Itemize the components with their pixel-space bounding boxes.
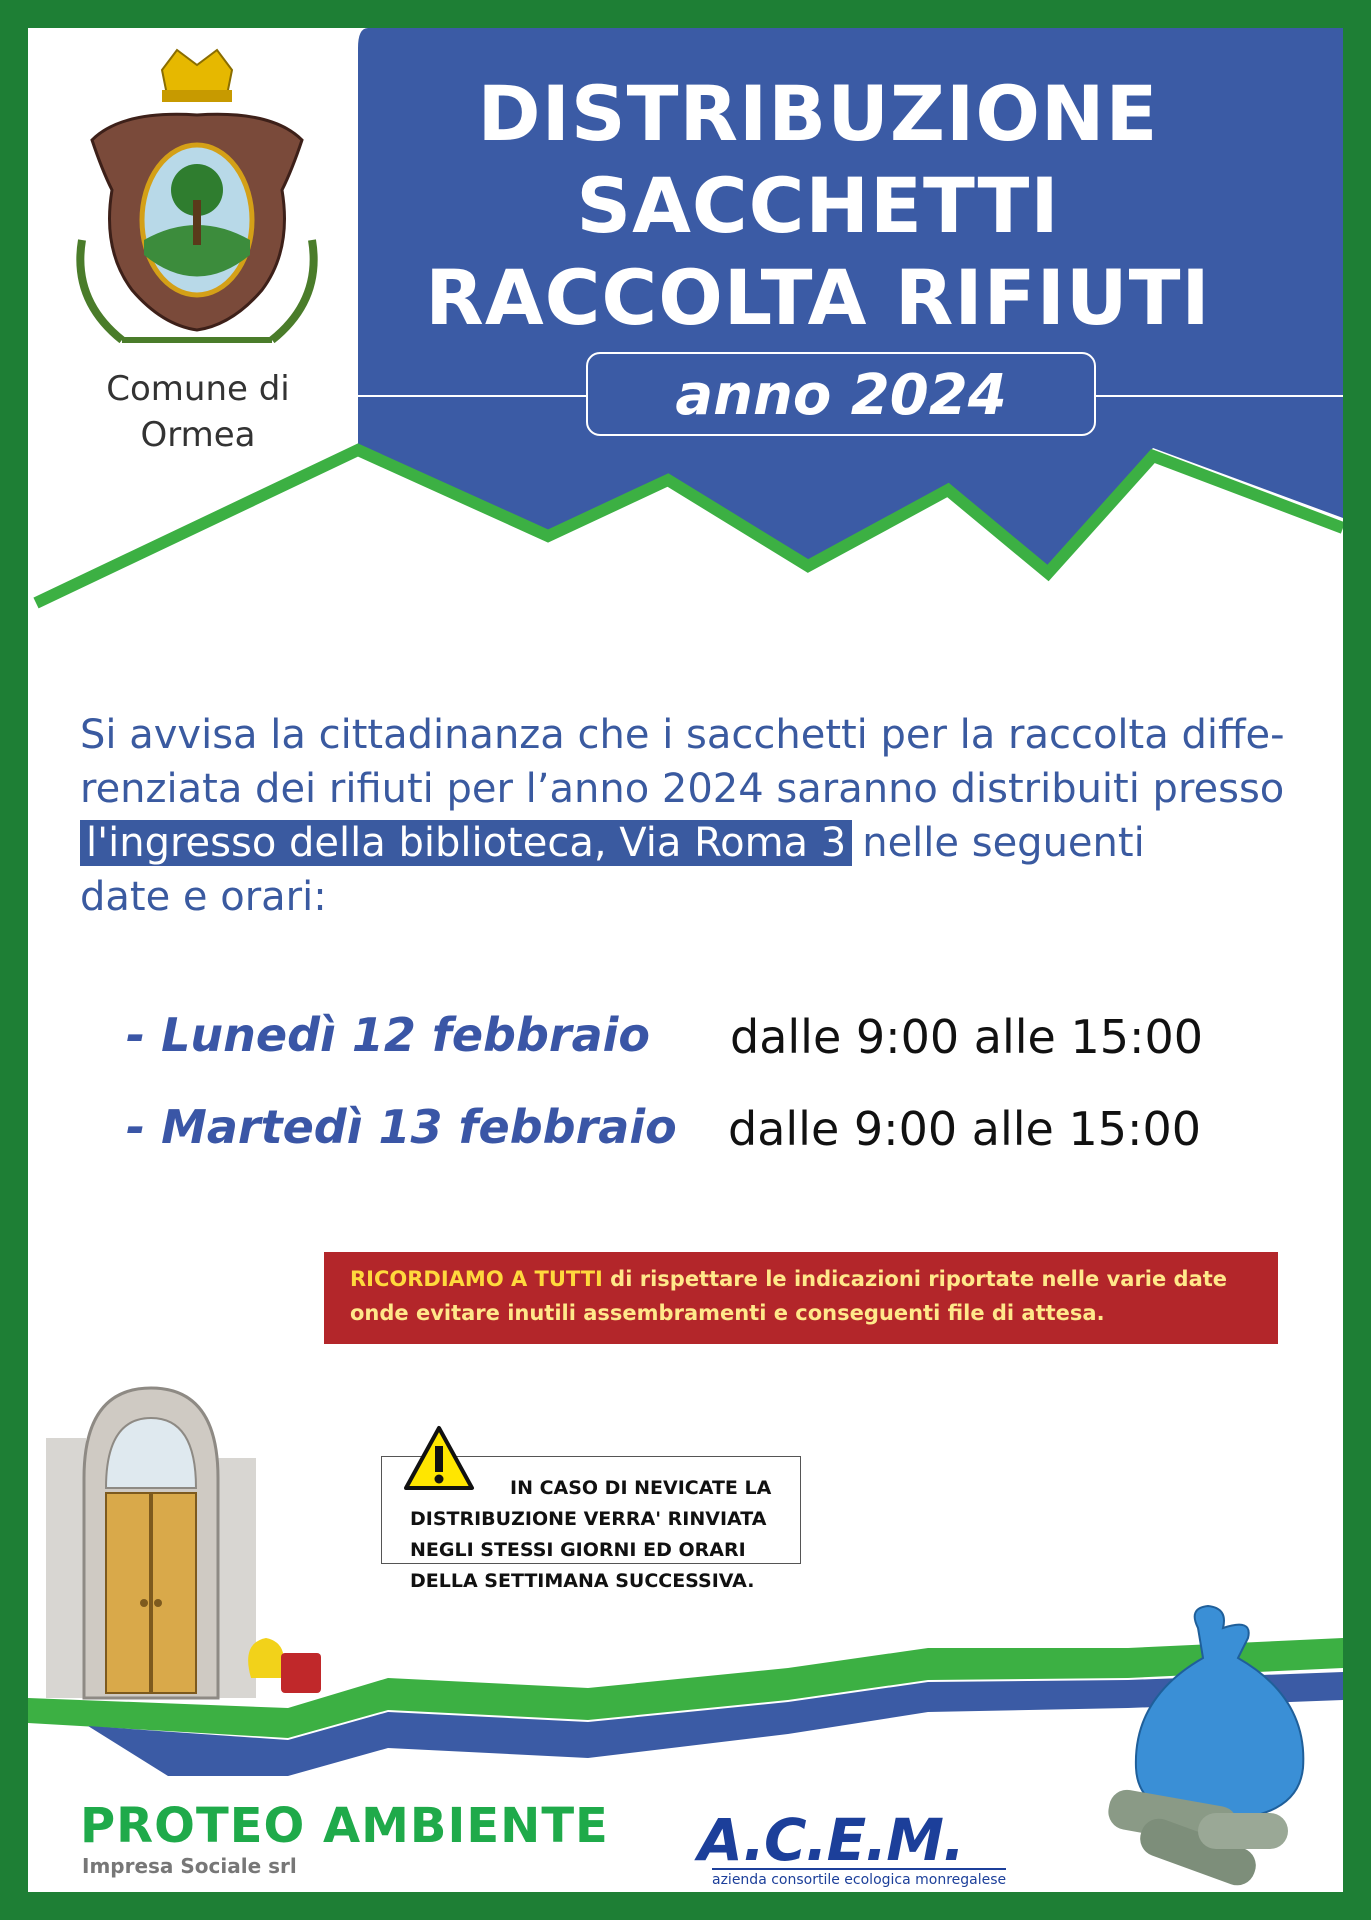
year-badge: anno 2024: [586, 352, 1096, 436]
schedule-row: [126, 1100, 1276, 1192]
comune-label: [78, 366, 318, 458]
title-line-2: SACCHETTI: [576, 161, 1060, 250]
reminder-text-1: di rispettare le indicazioni riportate nelle varie date: [602, 1267, 1228, 1291]
schedule-row: [126, 1008, 1276, 1100]
page-title: [368, 68, 1268, 344]
schedule-time: dalle 9:00 alle 15:00: [728, 1102, 1202, 1156]
poster: [28, 28, 1343, 1892]
comune-line-2: Ormea: [140, 415, 256, 455]
proteo-logo: PROTEO AMBIENTE: [80, 1798, 609, 1854]
comune-line-1: Comune di: [106, 369, 290, 409]
reminder-text-2: onde evitare inutili assembramenti e conseguenti file di attesa.: [350, 1301, 1105, 1325]
warning-icon: [403, 1424, 475, 1492]
snow-line-2: DISTRIBUZIONE VERRA' RINVIATA: [410, 1508, 767, 1530]
schedule-day: - Martedì 13 febbraio: [126, 1100, 677, 1154]
reminder-lead: RICORDIAMO A TUTTI: [350, 1267, 603, 1291]
reminder-banner: [324, 1252, 1278, 1344]
crest-icon: [62, 40, 332, 380]
snow-line-4: DELLA SETTIMANA SUCCESSIVA.: [410, 1570, 755, 1592]
notice-paragraph: [80, 708, 1340, 924]
snow-line-3: NEGLI STESSI GIORNI ED ORARI: [410, 1539, 746, 1561]
snow-line-1: IN CASO DI NEVICATE LA: [510, 1477, 772, 1499]
title-line-1: DISTRIBUZIONE: [477, 69, 1159, 158]
notice-line-3: [80, 816, 1340, 870]
notice-line-1: Si avvisa la cittadinanza che i sacchetti per la raccolta diffe-: [80, 712, 1285, 758]
garbage-bag-icon: [1078, 1598, 1343, 1892]
notice-line-3-rest: nelle seguenti: [862, 820, 1145, 866]
schedule-day: - Lunedì 12 febbraio: [126, 1008, 651, 1062]
notice-line-4: date e orari:: [80, 874, 327, 920]
title-line-3: RACCOLTA RIFIUTI: [425, 253, 1211, 342]
schedule-list: [126, 1008, 1276, 1192]
acem-subtitle: azienda consortile ecologica monregalese: [712, 1868, 1006, 1888]
location-highlight: l'ingresso della biblioteca, Via Roma 3: [80, 820, 852, 866]
schedule-time: dalle 9:00 alle 15:00: [730, 1010, 1204, 1064]
proteo-subtitle: Impresa Sociale srl: [82, 1854, 297, 1878]
acem-logo: A.C.E.M.: [698, 1806, 964, 1874]
notice-line-2: renziata dei rifiuti per l’anno 2024 saranno distribuiti presso: [80, 766, 1285, 812]
